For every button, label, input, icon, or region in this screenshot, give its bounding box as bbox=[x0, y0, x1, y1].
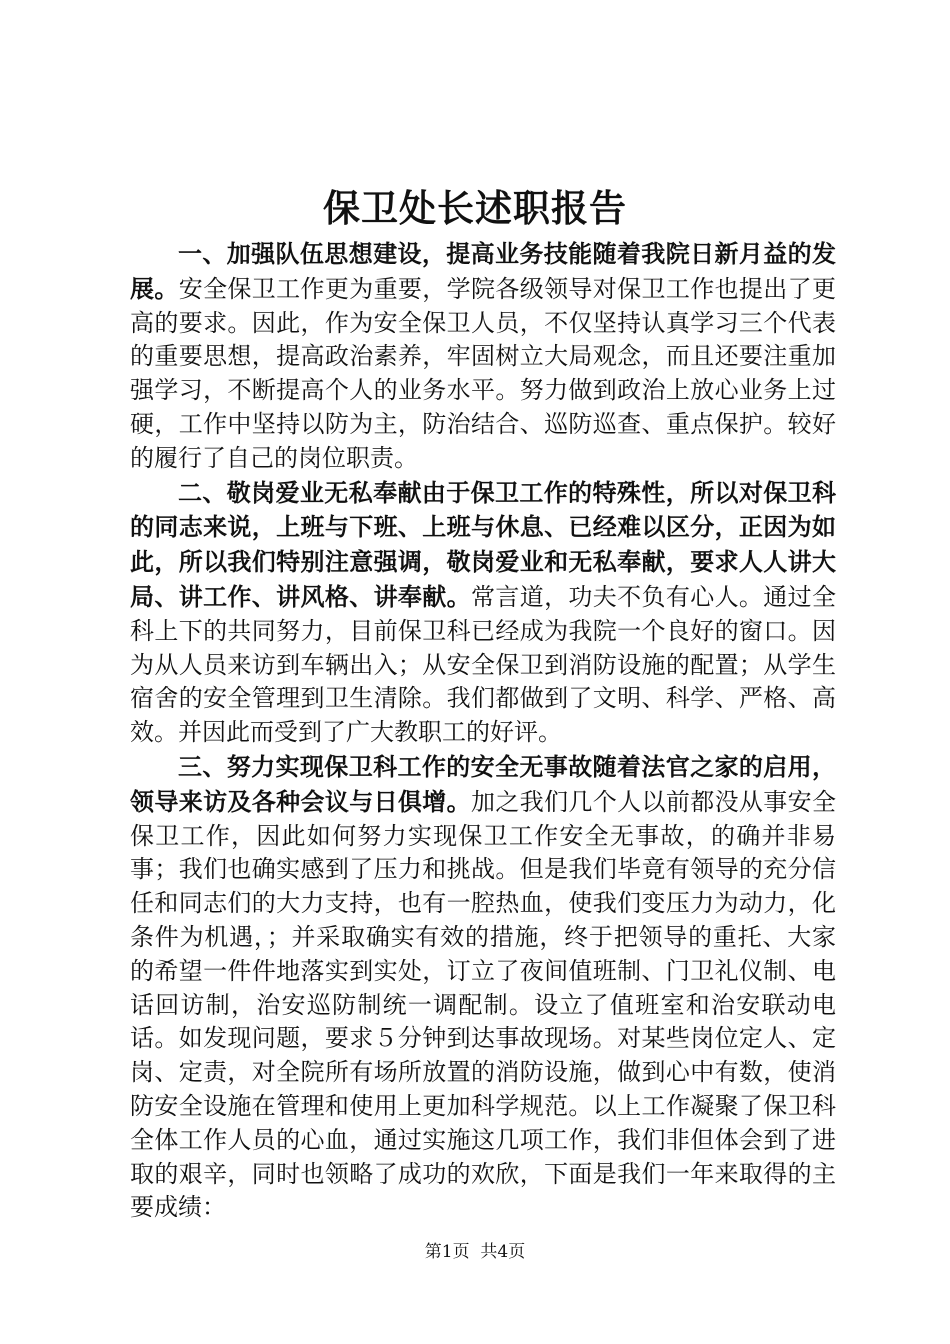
paragraph-2-lead: 二、敬岗爱业无私奉献由于保卫工作的特殊性，所以对保卫科的同志来说，上班与下班、上班与休息、已经难以区分，正因为如此，所以我们特别注意强调，敬岗爱业和无私奉献，要求人人讲大局、讲工作、讲风格、讲奉献。 bbox=[130, 477, 836, 611]
document-title: 保卫处长述职报告 bbox=[323, 186, 627, 230]
page-footer bbox=[0, 1240, 950, 1264]
paragraph-2 bbox=[130, 476, 836, 750]
page-total: 共4页 bbox=[480, 1242, 526, 1262]
paragraph-1 bbox=[130, 237, 836, 476]
paragraph-3 bbox=[130, 750, 836, 1225]
paragraph-1-lead: 一、加强队伍思想建设，提高业务技能随着我院日新月益的发展。 bbox=[130, 239, 836, 303]
paragraph-3-text: 加之我们几个人以前都没从事安全保卫工作，因此如何努力实现保卫工作安全无事故，的确并非易事；我们也确实感到了压力和挑战。但是我们毕竟有领导的充分信任和同志们的大力支持，也有一腔热血，使我们变压力为动力，化条件为机遇，；并采取确实有效的措施，终于把领导的重托、大家的希望一件件地落实到实处，订立了夜间值班制、门卫礼仪制、电话回访制，治安巡防制统一调配制。设立了值班室和治安联动电话。如发现问题，要求５分钟到达事故现场。对某些岗位定人、定岗、定责，对全院所有场所放置的消防设施，做到心中有数，使消防安全设施在管理和使用上更加科学规范。以上工作凝聚了保卫科全体工作人员的心血，通过实施这几项工作，我们非但体会到了进取的艰辛，同时也领略了成功的欢欣，下面是我们一年来取得的主要成绩： bbox=[130, 787, 836, 1222]
paragraph-1-text: 安全保卫工作更为重要，学院各级领导对保卫工作也提出了更高的要求。因此，作为安全保卫人员，不仅坚持认真学习三个代表的重要思想，提高政治素养，牢固树立大局观念，而且还要注重加强学习，不断提高个人的业务水平。努力做到政治上放心业务上过硬，工作中坚持以防为主，防治结合、巡防巡查、重点保护。较好的履行了自己的岗位职责。 bbox=[130, 274, 837, 472]
paragraph-3-lead: 三、努力实现保卫科工作的安全无事故随着法官之家的启用，领导来访及各种会议与日俱增。 bbox=[130, 751, 836, 816]
document-body bbox=[130, 237, 836, 1225]
page-number: 第1页 bbox=[424, 1242, 470, 1262]
paragraph-2-text: 常言道，功夫不负有心人。通过全科上下的共同努力，目前保卫科已经成为我院一个良好的窗口。因为从人员来访到车辆出入；从安全保卫到消防设施的配置；从学生宿舍的安全管理到卫生清除。我们都做到了文明、科学、严格、高效。并因此而受到了广大教职工的好评。 bbox=[130, 582, 836, 747]
